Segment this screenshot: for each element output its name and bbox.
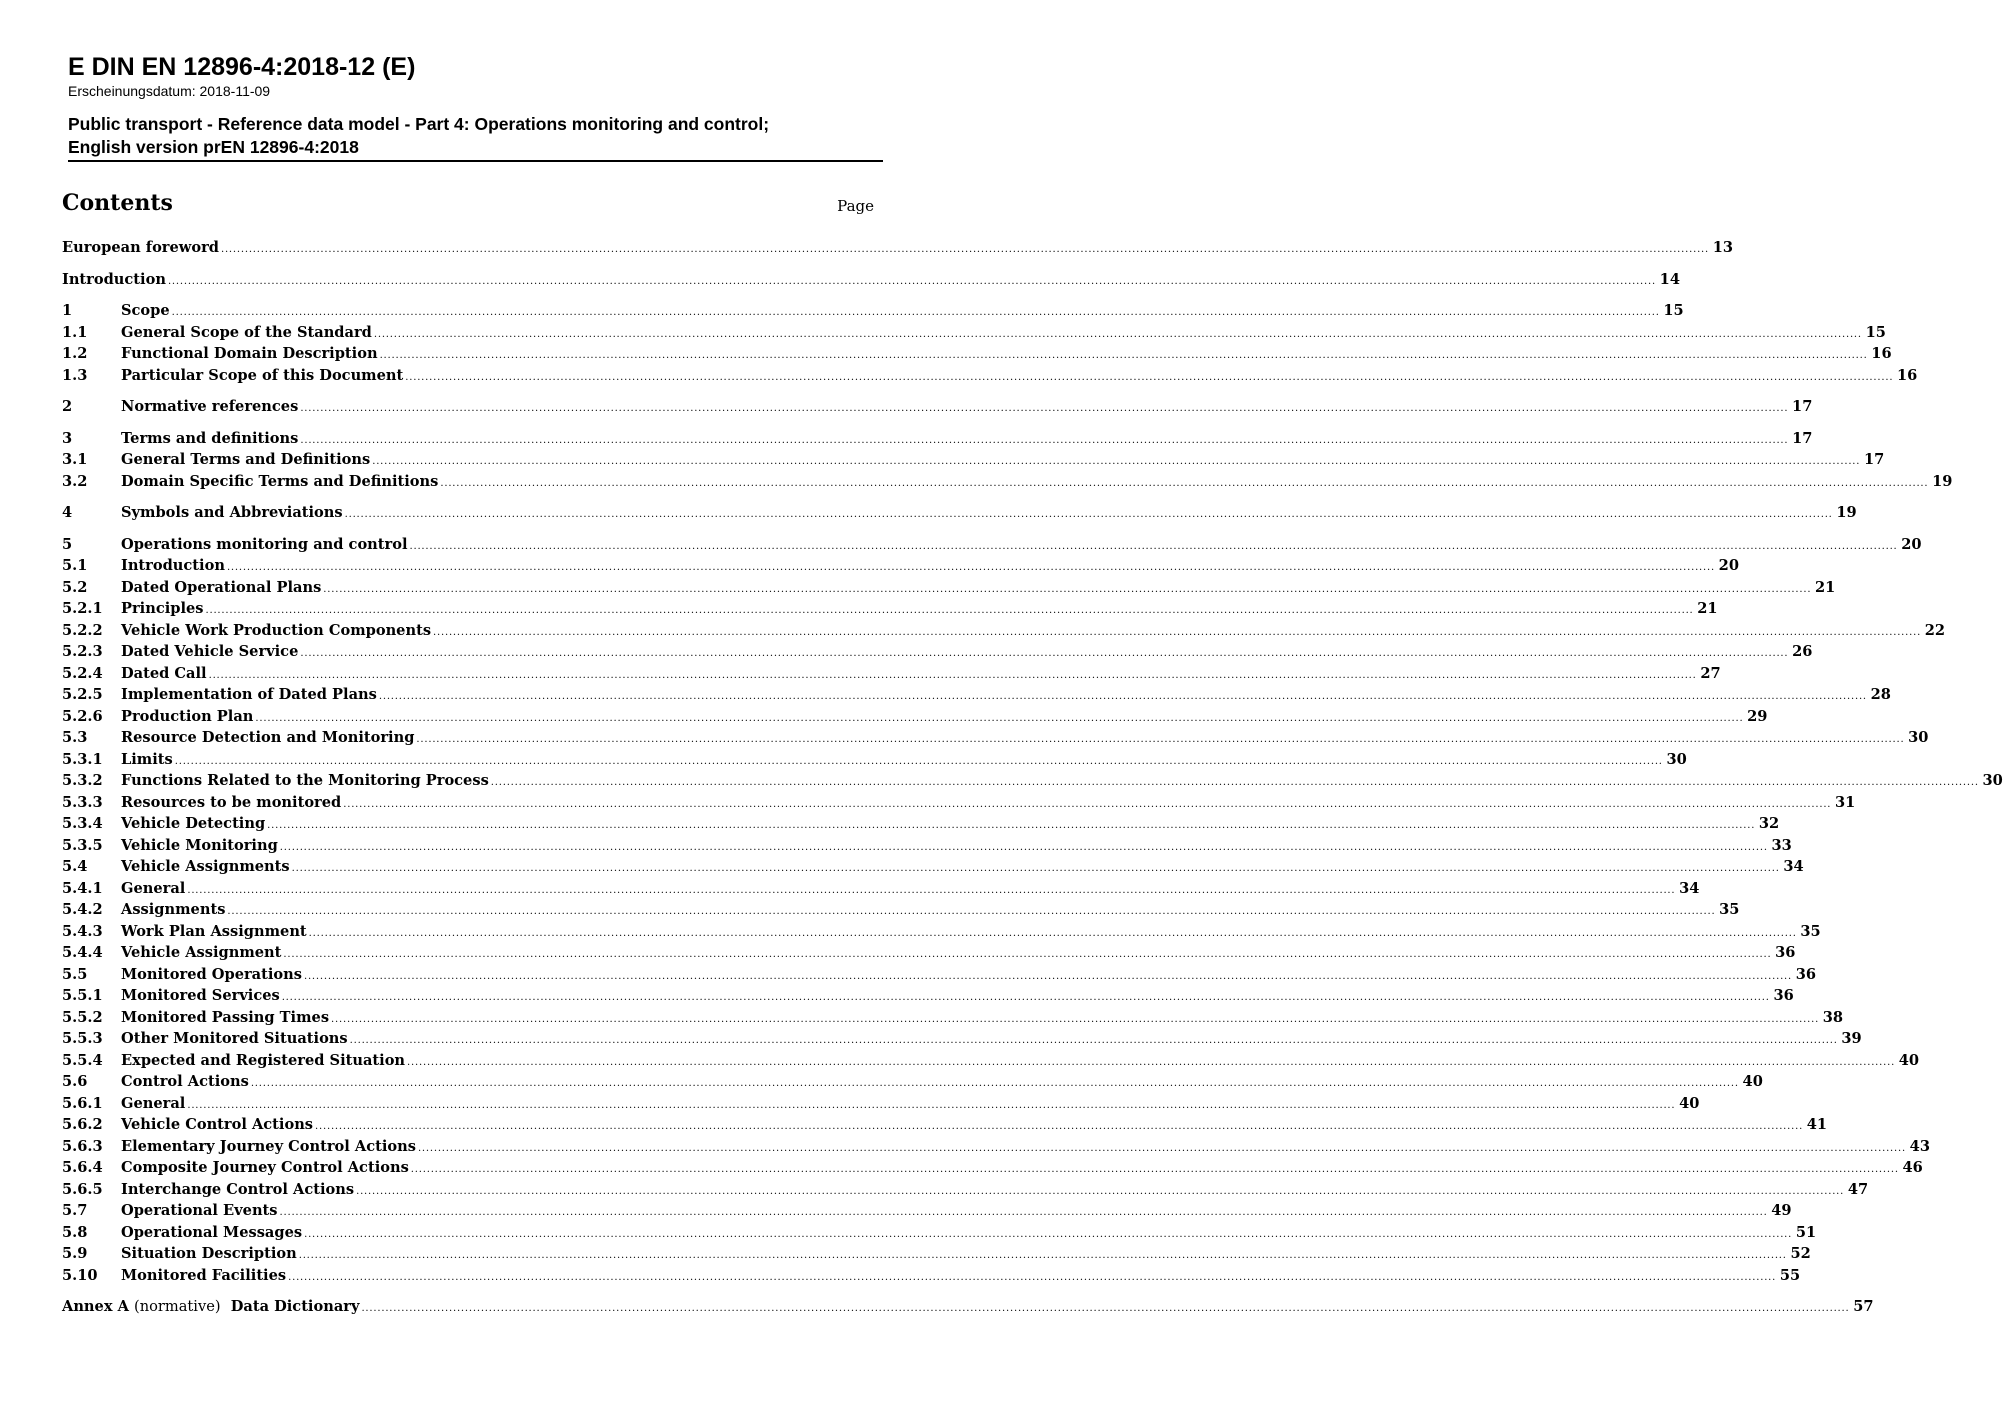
toc-entry[interactable] bbox=[62, 322, 1886, 344]
toc-entry-page: 19 bbox=[1932, 472, 1953, 490]
toc-entry-number: 5.5.1 bbox=[62, 987, 103, 1004]
toc-dot-leader bbox=[345, 502, 1833, 526]
toc-entry-title[interactable]: Terms and definitions bbox=[121, 429, 299, 447]
toc-entry-page: 34 bbox=[1679, 879, 1700, 897]
toc-entry-number: 1 bbox=[62, 302, 73, 319]
toc-entry-number: 4 bbox=[62, 504, 73, 521]
toc-entry[interactable] bbox=[62, 1265, 1801, 1287]
toc-entry[interactable] bbox=[62, 1114, 1828, 1136]
toc-entry-title[interactable]: Dated Vehicle Service bbox=[121, 643, 299, 660]
toc-entry-page: 20 bbox=[1718, 557, 1739, 574]
toc-entry-number: 1.1 bbox=[62, 323, 88, 341]
toc-entry-page: 15 bbox=[1865, 323, 1886, 341]
toc-entry-title[interactable]: Dated Call bbox=[121, 664, 207, 682]
toc-entry-number: 5.3.3 bbox=[62, 793, 103, 811]
contents-title: Contents bbox=[62, 190, 173, 216]
toc-entry-title[interactable]: Monitored Services bbox=[121, 987, 280, 1004]
toc-entry[interactable] bbox=[62, 449, 1885, 471]
toc-entry-page: 22 bbox=[1924, 621, 1946, 639]
toc-entry-number: 5.1 bbox=[62, 557, 88, 574]
toc-dot-leader bbox=[304, 964, 1792, 988]
annex-normative-label: (normative) bbox=[134, 1298, 221, 1315]
toc-entry-page: 36 bbox=[1795, 965, 1817, 983]
toc-entry-page: 14 bbox=[1659, 270, 1680, 288]
toc-entry-number: 3.2 bbox=[62, 472, 88, 490]
toc-entry-number: 5.5.3 bbox=[62, 1030, 103, 1047]
toc-entry[interactable] bbox=[62, 1050, 1920, 1072]
contents-header bbox=[62, 184, 874, 218]
toc-entry-title[interactable]: Work Plan Assignment bbox=[121, 922, 307, 940]
toc-entry-page: 33 bbox=[1771, 836, 1792, 854]
toc-dot-leader bbox=[372, 449, 1860, 473]
toc-entry[interactable] bbox=[62, 555, 1739, 577]
toc-dot-leader bbox=[168, 269, 1656, 293]
toc-entry-page: 55 bbox=[1779, 1266, 1801, 1284]
toc-entry-title[interactable]: Monitored Passing Times bbox=[121, 1008, 330, 1026]
toc-dot-leader bbox=[418, 1136, 1906, 1160]
toc-entry[interactable] bbox=[62, 365, 1918, 387]
toc-dot-leader bbox=[405, 365, 1893, 389]
toc-dot-leader bbox=[350, 1028, 1838, 1052]
toc-dot-leader bbox=[433, 620, 1921, 644]
toc-entry-title[interactable]: Monitored Operations bbox=[121, 965, 302, 983]
toc-entry[interactable] bbox=[62, 727, 1929, 749]
toc-entry-title[interactable]: Vehicle Assignments bbox=[121, 858, 290, 875]
toc-entry-page: 40 bbox=[1742, 1073, 1763, 1090]
toc-entry[interactable] bbox=[62, 237, 1734, 259]
toc-dot-leader bbox=[416, 727, 1904, 751]
page-column-label: Page bbox=[837, 197, 874, 215]
toc-entry-number: 5.2.5 bbox=[62, 686, 103, 703]
toc-dot-leader bbox=[407, 1050, 1895, 1074]
toc-entry-title[interactable]: Introduction bbox=[62, 270, 166, 288]
toc-entry-number: 5.4.3 bbox=[62, 922, 103, 940]
toc-entry-number: 5.2.4 bbox=[62, 664, 103, 682]
toc-dot-leader bbox=[411, 1157, 1899, 1181]
toc-entry-title[interactable]: General Terms and Definitions bbox=[121, 451, 371, 468]
toc-entry-title[interactable]: Situation Description bbox=[121, 1245, 297, 1262]
toc-dot-leader bbox=[440, 471, 1928, 495]
toc-entry[interactable] bbox=[62, 813, 1780, 835]
toc-entry-title[interactable]: European foreword bbox=[62, 239, 219, 256]
toc-entry-number: 5.5 bbox=[62, 965, 88, 983]
document-id: E DIN EN 12896-4:2018-12 (E) bbox=[68, 53, 416, 81]
toc-dot-leader bbox=[374, 322, 1862, 346]
toc-entry-title[interactable]: Production Plan bbox=[121, 707, 254, 725]
toc-entry[interactable] bbox=[62, 534, 1922, 556]
toc-entry-title[interactable]: Limits bbox=[121, 750, 173, 768]
toc-entry-page: 16 bbox=[1871, 345, 1892, 362]
document-header bbox=[68, 52, 883, 162]
toc-entry-title[interactable]: Particular Scope of this Document bbox=[121, 366, 404, 384]
toc-entry-number: 5.4.4 bbox=[62, 944, 103, 961]
toc-entry[interactable] bbox=[62, 343, 1892, 365]
toc-entry-number: 5.2.3 bbox=[62, 643, 103, 660]
toc-entry-title[interactable]: Implementation of Dated Plans bbox=[121, 686, 377, 703]
toc-entry-title[interactable]: Resources to be monitored bbox=[121, 793, 342, 811]
toc-entry-title[interactable]: Elementary Journey Control Actions bbox=[121, 1137, 416, 1155]
toc-entry-number: 5.5.2 bbox=[62, 1008, 103, 1026]
toc-entry-page: 29 bbox=[1747, 707, 1768, 725]
toc-entry-title[interactable]: Scope bbox=[121, 302, 170, 319]
toc-entry-title[interactable]: Functional Domain Description bbox=[121, 345, 378, 362]
toc-entry[interactable] bbox=[62, 684, 1891, 706]
toc-entry[interactable] bbox=[62, 1136, 1930, 1158]
toc-entry-title[interactable]: Vehicle Monitoring bbox=[121, 836, 278, 854]
toc-entry-page: 39 bbox=[1841, 1030, 1862, 1047]
toc-entry-title[interactable]: General bbox=[121, 1094, 186, 1112]
toc-dot-leader bbox=[283, 942, 1771, 966]
toc-dot-leader bbox=[227, 899, 1715, 923]
toc-entry-page: 40 bbox=[1679, 1094, 1700, 1112]
toc-entry-page: 47 bbox=[1847, 1180, 1869, 1198]
toc-entry-page: 43 bbox=[1909, 1137, 1930, 1155]
toc-entry-number: 5.8 bbox=[62, 1223, 88, 1241]
toc-entry-number: 5.2.1 bbox=[62, 600, 103, 617]
toc-dot-leader bbox=[267, 813, 1755, 837]
toc-entry-page: 52 bbox=[1790, 1245, 1811, 1262]
toc-entry-number: 5.3.4 bbox=[62, 815, 103, 832]
toc-dot-leader bbox=[343, 792, 1831, 816]
toc-entry[interactable] bbox=[62, 396, 1813, 418]
toc-entry-title[interactable]: Operational Events bbox=[121, 1202, 278, 1219]
toc-entry-page: 38 bbox=[1822, 1008, 1844, 1026]
toc-entry[interactable] bbox=[62, 964, 1817, 986]
toc-entry-title[interactable]: Functions Related to the Monitoring Process bbox=[121, 772, 489, 789]
toc-entry-number: 1.2 bbox=[62, 345, 88, 362]
toc-entry-page: 36 bbox=[1775, 944, 1796, 961]
toc-entry[interactable] bbox=[62, 921, 1821, 943]
toc-entry-page: 49 bbox=[1771, 1202, 1792, 1219]
toc-dot-leader bbox=[304, 1222, 1792, 1246]
toc-dot-leader bbox=[251, 1071, 1739, 1095]
toc-dot-leader bbox=[323, 577, 1811, 601]
toc-entry-number: 5.2.2 bbox=[62, 621, 103, 639]
toc-entry-number: 5.6 bbox=[62, 1073, 88, 1090]
toc-entry[interactable] bbox=[62, 577, 1836, 599]
toc-entry-page: 31 bbox=[1834, 793, 1856, 811]
toc-dot-leader bbox=[331, 1007, 1819, 1031]
toc-entry[interactable] bbox=[62, 641, 1813, 663]
toc-entry[interactable] bbox=[62, 471, 1953, 493]
toc-entry-number: 5.10 bbox=[62, 1266, 98, 1284]
toc-entry-number: 5.3 bbox=[62, 729, 88, 746]
toc-entry[interactable] bbox=[62, 663, 1721, 685]
toc-entry-title[interactable]: Other Monitored Situations bbox=[121, 1030, 348, 1047]
toc-dot-leader bbox=[292, 856, 1780, 880]
toc-entry-number: 5 bbox=[62, 535, 73, 553]
toc-entry-title[interactable]: Monitored Facilities bbox=[121, 1266, 287, 1284]
document-title bbox=[68, 113, 883, 162]
toc-entry-number: 5.6.4 bbox=[62, 1159, 103, 1176]
toc-entry-number: 5.4.1 bbox=[62, 879, 103, 897]
toc-entry-page: 13 bbox=[1712, 239, 1734, 256]
toc-entry-title[interactable]: Domain Specific Terms and Definitions bbox=[121, 472, 439, 490]
toc-entry-page: 57 bbox=[1853, 1298, 1874, 1315]
toc-entry-number: 5.9 bbox=[62, 1245, 88, 1262]
toc-entry-number: 5.5.4 bbox=[62, 1051, 103, 1069]
table-of-contents bbox=[62, 237, 2003, 1318]
toc-entry-page: 46 bbox=[1902, 1159, 1923, 1176]
toc-entry[interactable] bbox=[62, 300, 1684, 322]
toc-entry-number: 5.2.6 bbox=[62, 707, 103, 725]
toc-entry-page: 40 bbox=[1898, 1051, 1920, 1069]
toc-entry-title[interactable]: General Scope of the Standard bbox=[121, 323, 372, 341]
toc-entry[interactable] bbox=[62, 269, 1680, 291]
toc-entry[interactable] bbox=[62, 1222, 1817, 1244]
toc-entry-number: 5.6.5 bbox=[62, 1180, 103, 1198]
toc-entry[interactable] bbox=[62, 706, 1768, 728]
toc-entry-title[interactable]: Vehicle Control Actions bbox=[121, 1116, 314, 1133]
toc-entry-page: 35 bbox=[1800, 922, 1821, 940]
toc-entry[interactable] bbox=[62, 598, 1718, 620]
toc-dot-leader bbox=[410, 534, 1898, 558]
toc-entry-page: 34 bbox=[1783, 858, 1804, 875]
annex-title[interactable]: Data Dictionary bbox=[230, 1298, 360, 1315]
toc-entry-title[interactable]: Composite Journey Control Actions bbox=[121, 1159, 409, 1176]
toc-dot-leader bbox=[206, 598, 1694, 622]
toc-dot-leader bbox=[288, 1265, 1776, 1289]
toc-entry-title[interactable]: Operational Messages bbox=[121, 1223, 303, 1241]
annex-label: Annex A bbox=[62, 1298, 129, 1315]
toc-entry-title[interactable]: Resource Detection and Monitoring bbox=[121, 729, 415, 746]
toc-entry-annex-a[interactable] bbox=[62, 1296, 1874, 1318]
toc-entry-page: 21 bbox=[1815, 578, 1836, 596]
toc-dot-leader bbox=[315, 1114, 1803, 1138]
toc-entry-page: 17 bbox=[1792, 429, 1813, 447]
toc-entry-page: 32 bbox=[1758, 815, 1780, 832]
toc-entry-page: 17 bbox=[1863, 451, 1885, 468]
toc-entry-number: 5.7 bbox=[62, 1202, 88, 1219]
toc-entry-number: 5.4.2 bbox=[62, 901, 103, 918]
toc-dot-leader bbox=[187, 1093, 1675, 1117]
toc-entry-title[interactable]: Normative references bbox=[121, 398, 299, 415]
toc-entry[interactable] bbox=[62, 749, 1687, 771]
toc-entry-number: 3 bbox=[62, 429, 73, 447]
toc-entry[interactable] bbox=[62, 942, 1796, 964]
toc-entry-number: 5.6.3 bbox=[62, 1137, 103, 1155]
toc-entry-number: 5.6.2 bbox=[62, 1116, 103, 1133]
toc-entry-title[interactable]: Vehicle Work Production Components bbox=[121, 621, 432, 639]
toc-entry-number: 5.3.1 bbox=[62, 750, 103, 768]
toc-entry[interactable] bbox=[62, 1007, 1844, 1029]
toc-entry[interactable] bbox=[62, 1157, 1923, 1179]
toc-entry-title[interactable]: Control Actions bbox=[121, 1073, 249, 1090]
toc-dot-leader bbox=[300, 641, 1788, 665]
toc-entry-title[interactable]: Operations monitoring and control bbox=[121, 535, 408, 553]
toc-entry[interactable] bbox=[62, 502, 1857, 524]
toc-entry-title[interactable]: Assignments bbox=[121, 901, 226, 918]
toc-entry[interactable] bbox=[62, 792, 1856, 814]
toc-dot-leader bbox=[380, 343, 1868, 367]
document-title-line-2: English version prEN 12896-4:2018 bbox=[68, 137, 359, 157]
toc-dot-leader bbox=[300, 428, 1788, 452]
toc-entry-page: 26 bbox=[1792, 643, 1813, 660]
toc-entry-title[interactable]: Expected and Registered Situation bbox=[121, 1051, 406, 1069]
toc-entry-page: 20 bbox=[1901, 535, 1922, 553]
toc-entry-number: 1.3 bbox=[62, 366, 88, 384]
toc-entry-page: 21 bbox=[1697, 600, 1718, 617]
toc-entry-page: 51 bbox=[1795, 1223, 1817, 1241]
toc-dot-leader bbox=[187, 878, 1675, 902]
toc-entry[interactable] bbox=[62, 1028, 1862, 1050]
toc-entry-number: 5.3.5 bbox=[62, 836, 103, 854]
toc-entry-page: 35 bbox=[1719, 901, 1740, 918]
toc-dot-leader bbox=[361, 1296, 1849, 1320]
toc-entry-page: 36 bbox=[1773, 987, 1794, 1004]
toc-entry-page: 15 bbox=[1663, 302, 1684, 319]
toc-entry-page: 30 bbox=[1908, 729, 1929, 746]
toc-entry-page: 30 bbox=[1666, 750, 1687, 768]
toc-dot-leader bbox=[172, 300, 1660, 324]
toc-entry[interactable] bbox=[62, 1179, 1869, 1201]
toc-entry[interactable] bbox=[62, 1200, 1792, 1222]
toc-entry[interactable] bbox=[62, 899, 1740, 921]
toc-dot-leader bbox=[255, 706, 1743, 730]
toc-entry-page: 17 bbox=[1792, 398, 1813, 415]
toc-dot-leader bbox=[280, 1200, 1768, 1224]
toc-entry[interactable] bbox=[62, 620, 1946, 642]
toc-dot-leader bbox=[300, 396, 1788, 420]
toc-entry-number: 5.3.2 bbox=[62, 772, 103, 789]
document-title-line-1: Public transport - Reference data model - Part 4: Operations monitoring and control; bbox=[68, 114, 770, 134]
toc-entry-title[interactable]: Symbols and Abbreviations bbox=[121, 504, 343, 521]
toc-entry[interactable] bbox=[62, 1093, 1700, 1115]
toc-dot-leader bbox=[379, 684, 1867, 708]
toc-entry[interactable] bbox=[62, 770, 2003, 792]
toc-entry[interactable] bbox=[62, 1243, 1811, 1265]
toc-entry[interactable] bbox=[62, 856, 1804, 878]
toc-dot-leader bbox=[491, 770, 1979, 794]
toc-dot-leader bbox=[356, 1179, 1844, 1203]
toc-entry[interactable] bbox=[62, 428, 1813, 450]
toc-entry[interactable] bbox=[62, 1071, 1763, 1093]
toc-entry-title[interactable]: Dated Operational Plans bbox=[121, 578, 322, 596]
toc-entry-number: 5.2 bbox=[62, 578, 88, 596]
toc-entry-title[interactable]: Interchange Control Actions bbox=[121, 1180, 355, 1198]
toc-entry-number: 5.6.1 bbox=[62, 1094, 103, 1112]
toc-entry-number: 5.4 bbox=[62, 858, 88, 875]
toc-entry-title[interactable]: Principles bbox=[121, 600, 204, 617]
toc-dot-leader bbox=[209, 663, 1697, 687]
toc-entry[interactable] bbox=[62, 985, 1794, 1007]
toc-dot-leader bbox=[175, 749, 1663, 773]
toc-entry[interactable] bbox=[62, 878, 1700, 900]
toc-dot-leader bbox=[309, 921, 1797, 945]
toc-entry-page: 19 bbox=[1836, 504, 1857, 521]
toc-dot-leader bbox=[280, 835, 1768, 859]
publication-date: Erscheinungsdatum: 2018-11-09 bbox=[68, 83, 271, 99]
toc-dot-leader bbox=[221, 237, 1709, 261]
toc-entry-title[interactable]: General bbox=[121, 879, 186, 897]
toc-entry-title[interactable]: Vehicle Detecting bbox=[121, 815, 266, 832]
toc-entry-page: 16 bbox=[1897, 366, 1918, 384]
toc-dot-leader bbox=[299, 1243, 1787, 1267]
toc-entry[interactable] bbox=[62, 835, 1792, 857]
toc-entry-title[interactable]: Vehicle Assignment bbox=[121, 944, 282, 961]
toc-entry-number: 3.1 bbox=[62, 451, 88, 468]
toc-entry-page: 30 bbox=[1982, 772, 2003, 789]
toc-entry-page: 27 bbox=[1700, 664, 1721, 682]
toc-dot-leader bbox=[282, 985, 1770, 1009]
toc-entry-page: 28 bbox=[1870, 686, 1891, 703]
toc-entry-title[interactable]: Introduction bbox=[121, 557, 225, 574]
toc-entry-page: 41 bbox=[1806, 1116, 1828, 1133]
toc-dot-leader bbox=[227, 555, 1715, 579]
toc-entry-number: 2 bbox=[62, 398, 73, 415]
